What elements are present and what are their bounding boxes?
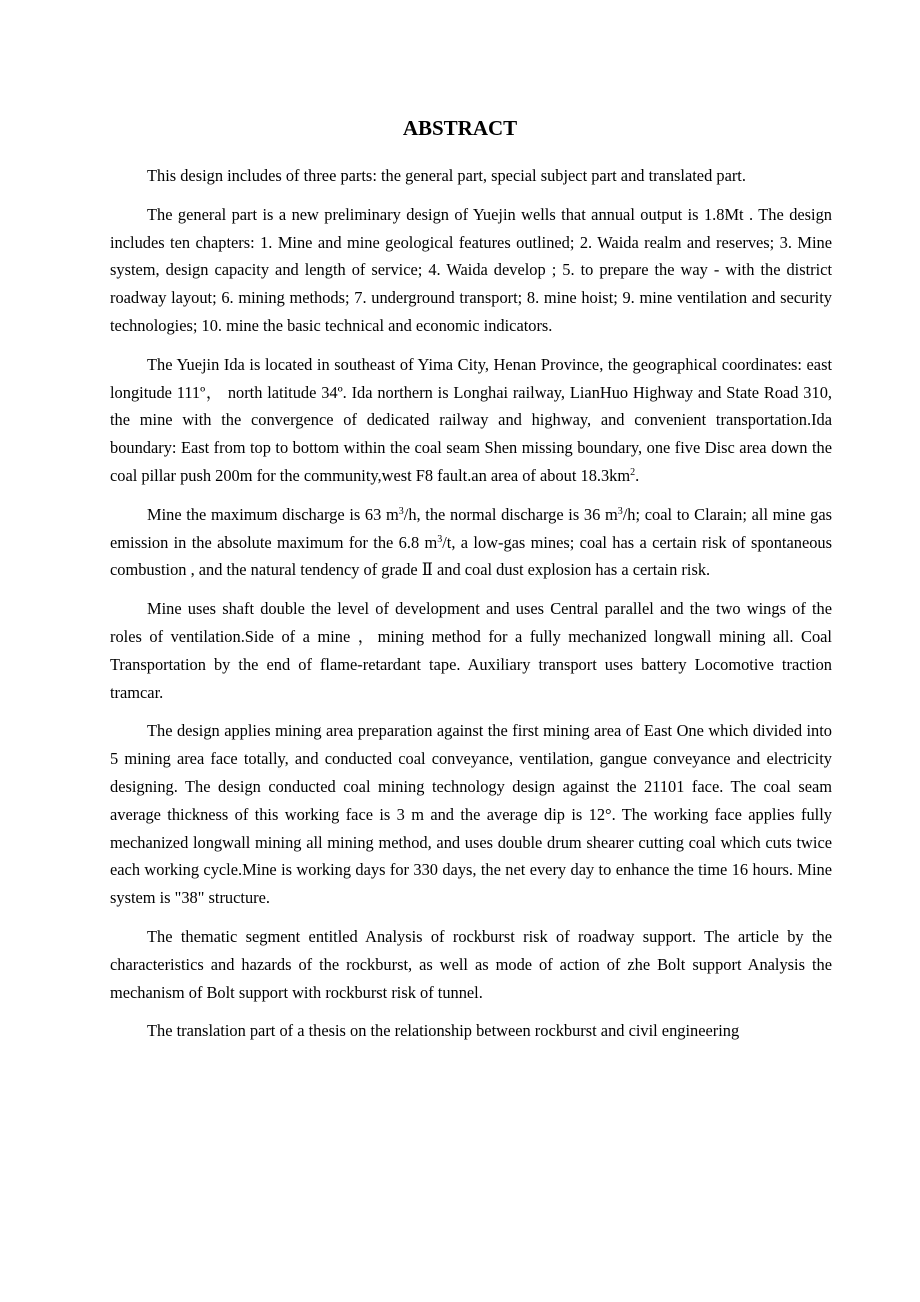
paragraph-overview: This design includes of three parts: the general part, special subject part and translated part.	[147, 166, 746, 185]
paragraph-mining-area: The design applies mining area preparation against the first mining area of East One which divided into 5 mining area face totally, and conducted coal conveyance, ventilation, gangue conveyance and electricity designing. The design conducted coal mining technology design against the 21101 face. The coal seam average thickness of this working face is 3 m and the average dip is 12°. The working face applies fully mechanized longwall mining all mining method, and uses double drum shearer cutting coal which cuts twice each working cycle.Mine is working days for 330 days, the net every day to enhance the time 16 hours. Mine system is "38" structure.	[110, 721, 832, 908]
paragraph-development: Mine uses shaft double the level of development and uses Central parallel and the two wings of the roles of ventilation.Side of a mine ，mining method for a fully mechanized longwall mining all. Coal Transportation by the end of flame-retardant tape. Auxiliary transport uses battery Locomotive traction tramcar.	[110, 599, 832, 702]
paragraph-translation: The translation part of a thesis on the relationship between rockburst and civil engineering	[147, 1021, 740, 1041]
superscript: 2	[630, 466, 636, 478]
paragraph-discharge: Mine the maximum discharge is 63 $m^3/h$, the normal discharge is 36 $m^3/h$; coal to Clarain; all mine gas emission in the absolute maximum for the 6.8 $m^3/t$, a low-gas mines; coal has a certain risk of spontaneous combustion , and the natural tendency of grade Ⅱ and coal dust explosion has a certain risk.	[110, 504, 832, 580]
paragraph-general-part: The general part is a new preliminary design of Yuejin wells that annual output is 1.8Mt . The design includes ten chapters: 1. Mine and mine geological features outlined; 2. Waida realm and reserves; 3. Mine system, design capacity and length of service; 4. Waida develop ; 5. to prepare the way - with the district roadway layout; 6. mining methods; 7. underground transport; 8. mine hoist; 9. mine ventilation and security technologies; 10. mine the basic technical and economic indicators.	[110, 204, 832, 335]
paragraph-thematic: The thematic segment entitled Analysis of rockburst risk of roadway support. The article by the characteristics and hazards of the rockburst, as well as mode of action of zhe Bolt support Analysis the mechanism of Bolt support with rockburst risk of tunnel.	[110, 926, 832, 1002]
abstract-body	[110, 162, 832, 1056]
superscript: 3	[398, 505, 404, 517]
paragraph-location: The Yuejin Ida is located in southeast of Yima City, Henan Province, the geographical coordinates: east longitude 111º， north latitude 34º. Ida northern is Longhai railway, LianHuo Highway and State Road 310, the mine with the convergence of dedicated railway and highway, and convenient transportation.Ida boundary: East from top to bottom within the coal seam Shen missing boundary, one five Disc area down the coal pillar push 200m for the community,west F8 fault.an area of about $18.3km^2$.	[110, 354, 832, 485]
abstract-heading: ABSTRACT	[402, 116, 518, 140]
superscript: 3	[437, 533, 443, 545]
superscript: 3	[617, 505, 623, 517]
